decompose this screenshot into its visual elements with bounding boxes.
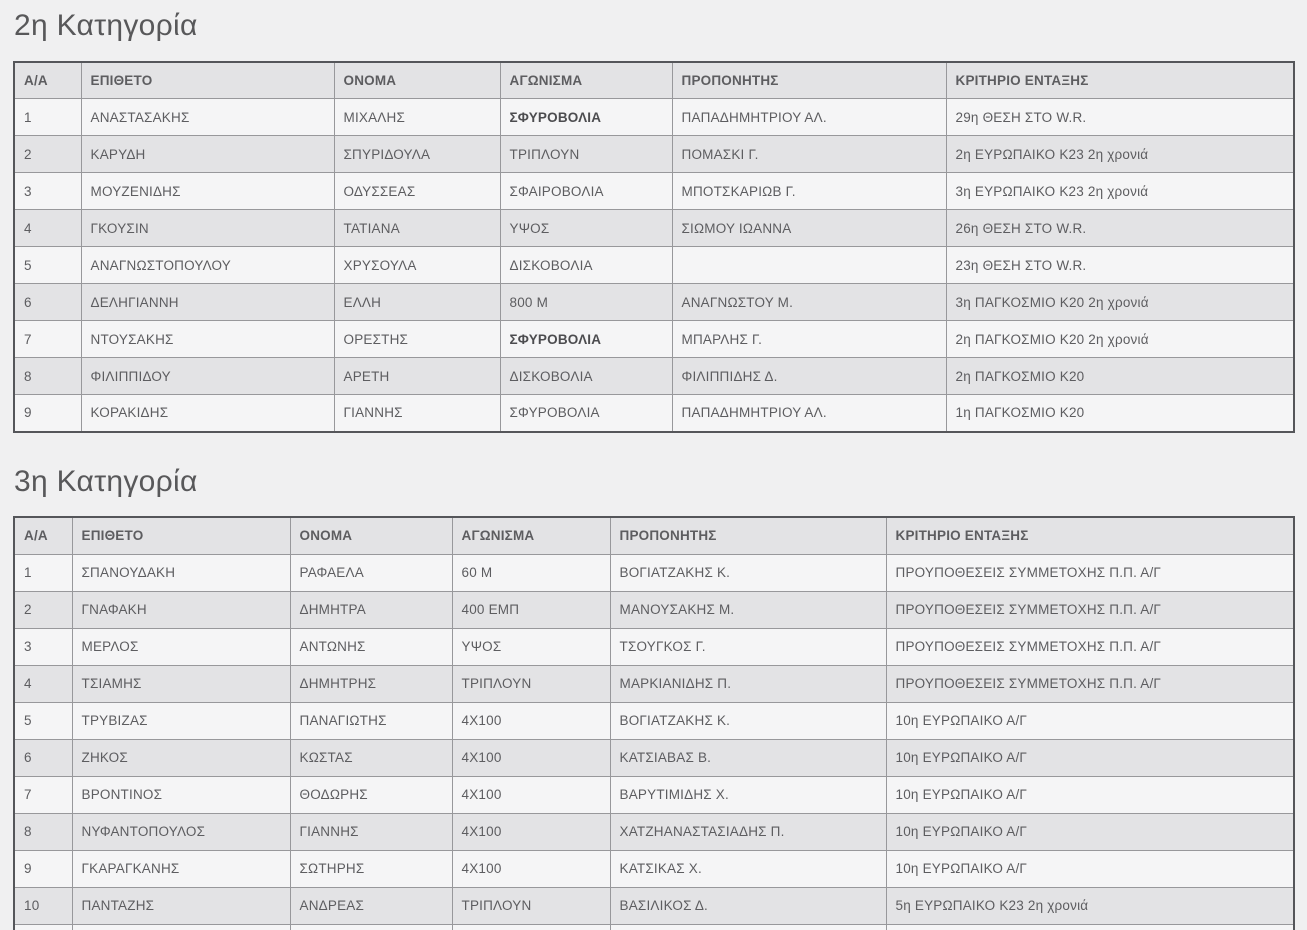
table-cell: ΔΕΛΗΓΙΑΝΝΗ <box>81 284 334 321</box>
table-cell: ΑΝΑΣΤΑΣΑΚΗΣ <box>81 99 334 136</box>
table-row <box>14 776 1294 813</box>
table-header <box>14 517 1294 554</box>
table-cell: ΚΑΤΣΙΚΑΣ Χ. <box>610 850 886 887</box>
table-cell: ΝΤΟΥΣΑΚΗΣ <box>81 321 334 358</box>
table-cell: 10η ΕΥΡΩΠΑΙΚΟ Α/Γ <box>886 739 1294 776</box>
table-cell: ΦΙΛΙΠΠΙΔΟΥ <box>81 358 334 395</box>
table-cell: 3 <box>14 173 81 210</box>
column-header: ΠΡΟΠΟΝΗΤΗΣ <box>672 62 946 99</box>
table-row <box>14 628 1294 665</box>
table-cell: ΤΑΤΙΑΝΑ <box>334 210 500 247</box>
table-cell: ΖΗΚΟΣ <box>72 739 290 776</box>
category-3-section <box>13 465 1294 930</box>
table-cell: ΤΡΙΠΛΟΥΝ <box>452 665 610 702</box>
table-cell: 1 <box>14 554 72 591</box>
table-cell: 6 <box>14 284 81 321</box>
table-cell: ΣΦΑΙΡΟΒΟΛΙΑ <box>500 173 672 210</box>
table-cell: ΚΩΣΤΑΣ <box>290 739 452 776</box>
table-cell: 4 <box>14 665 72 702</box>
table-cell: 4Χ100 <box>452 813 610 850</box>
table-cell: 2η ΕΥΡΩΠΑΙΚΟ Κ23 2η χρονιά <box>946 136 1294 173</box>
table-cell: ΣΠΥΡΙΔΟΥΛΑ <box>334 136 500 173</box>
table-cell: ΑΝΤΩΝΗΣ <box>290 628 452 665</box>
table-cell: 2 <box>14 136 81 173</box>
table-cell: ΣΩΤΗΡΗΣ <box>290 850 452 887</box>
table-cell: ΜΠΑΡΛΗΣ Γ. <box>672 321 946 358</box>
table-cell: 5η ΕΥΡΩΠΑΙΚΟ Κ23 2η χρονιά <box>886 887 1294 924</box>
table-cell: ΤΣΙΑΜΗΣ <box>72 665 290 702</box>
table-cell: ΚΑΡΥΔΗ <box>81 136 334 173</box>
table-cell: ΜΠΟΤΣΚΑΡΙΩΒ Γ. <box>672 173 946 210</box>
table-cell: 23η ΘΕΣΗ ΣΤΟ W.R. <box>946 247 1294 284</box>
table-cell: ΤΡΙΠΛΟΥΝ <box>500 136 672 173</box>
table-cell: 800 Μ <box>500 284 672 321</box>
table-row <box>14 887 1294 924</box>
clipped-next-row <box>14 924 1294 930</box>
table-row <box>14 99 1294 136</box>
table-cell: ΓΚΟΥΣΙΝ <box>81 210 334 247</box>
table-cell: ΓΙΑΝΝΗΣ <box>334 395 500 432</box>
header-row <box>14 517 1294 554</box>
athletes-table <box>13 516 1295 930</box>
table-row <box>14 739 1294 776</box>
table-row <box>14 813 1294 850</box>
table-cell: ΠΑΠΑΔΗΜΗΤΡΙΟΥ ΑΛ. <box>672 99 946 136</box>
table-cell: ΟΡΕΣΤΗΣ <box>334 321 500 358</box>
table-cell: ΠΡΟΥΠΟΘΕΣΕΙΣ ΣΥΜΜΕΤΟΧΗΣ Π.Π. Α/Γ <box>886 665 1294 702</box>
column-header: ΚΡΙΤΗΡΙΟ ΕΝΤΑΞΗΣ <box>946 62 1294 99</box>
header-row <box>14 62 1294 99</box>
table-cell: ΣΦΥΡΟΒΟΛΙΑ <box>500 321 672 358</box>
table-cell: ΠΡΟΥΠΟΘΕΣΕΙΣ ΣΥΜΜΕΤΟΧΗΣ Π.Π. Α/Γ <box>886 554 1294 591</box>
table-cell: 6 <box>14 739 72 776</box>
column-header: ΟΝΟΜΑ <box>334 62 500 99</box>
page-content <box>0 9 1307 930</box>
table-cell: 2η ΠΑΓΚΟΣΜΙΟ Κ20 <box>946 358 1294 395</box>
table-cell: ΔΗΜΗΤΡΑ <box>290 591 452 628</box>
table-row <box>14 554 1294 591</box>
table-cell: 10 <box>14 887 72 924</box>
table-cell: ΒΟΓΙΑΤΖΑΚΗΣ Κ. <box>610 702 886 739</box>
table-cell: 5 <box>14 247 81 284</box>
table-cell: 1η ΠΑΓΚΟΣΜΙΟ Κ20 <box>946 395 1294 432</box>
table-row <box>14 136 1294 173</box>
table-cell: ΓΝΑΦΑΚΗ <box>72 591 290 628</box>
table-cell: ΑΝΔΡΕΑΣ <box>290 887 452 924</box>
table-cell: 10η ΕΥΡΩΠΑΙΚΟ Α/Γ <box>886 776 1294 813</box>
table-cell: ΟΔΥΣΣΕΑΣ <box>334 173 500 210</box>
column-header: Α/Α <box>14 62 81 99</box>
table-cell: ΑΝΑΓΝΩΣΤΟΠΟΥΛΟΥ <box>81 247 334 284</box>
table-cell: ΒΟΓΙΑΤΖΑΚΗΣ Κ. <box>610 554 886 591</box>
table-cell: ΣΦΥΡΟΒΟΛΙΑ <box>500 395 672 432</box>
column-header: ΕΠΙΘΕΤΟ <box>72 517 290 554</box>
table-row <box>14 284 1294 321</box>
table-cell: 400 ΕΜΠ <box>452 591 610 628</box>
table-cell: ΜΙΧΑΛΗΣ <box>334 99 500 136</box>
table-cell: ΤΡΥΒΙΖΑΣ <box>72 702 290 739</box>
table-cell <box>672 247 946 284</box>
table-cell: 4Χ100 <box>452 702 610 739</box>
table-cell: 2η ΠΑΓΚΟΣΜΙΟ Κ20 2η χρονιά <box>946 321 1294 358</box>
table-row <box>14 665 1294 702</box>
table-cell: ΣΠΑΝΟΥΔΑΚΗ <box>72 554 290 591</box>
table-cell: 4Χ100 <box>452 776 610 813</box>
table-cell: ΣΙΩΜΟΥ ΙΩΑΝΝΑ <box>672 210 946 247</box>
table-cell: ΕΛΛΗ <box>334 284 500 321</box>
table-body <box>14 554 1294 924</box>
table-cell: 10η ΕΥΡΩΠΑΙΚΟ Α/Γ <box>886 850 1294 887</box>
column-header: ΟΝΟΜΑ <box>290 517 452 554</box>
table-cell: 10η ΕΥΡΩΠΑΙΚΟ Α/Γ <box>886 813 1294 850</box>
table-cell: 3η ΠΑΓΚΟΣΜΙΟ Κ20 2η χρονιά <box>946 284 1294 321</box>
table-row <box>14 247 1294 284</box>
table-cell: ΚΑΤΣΙΑΒΑΣ Β. <box>610 739 886 776</box>
column-header: ΕΠΙΘΕΤΟ <box>81 62 334 99</box>
table-cell: ΤΡΙΠΛΟΥΝ <box>452 887 610 924</box>
table-cell: ΒΡΟΝΤΙΝΟΣ <box>72 776 290 813</box>
table-cell: 10η ΕΥΡΩΠΑΙΚΟ Α/Γ <box>886 702 1294 739</box>
table-cell: ΓΚΑΡΑΓΚΑΝΗΣ <box>72 850 290 887</box>
table-cell: ΠΟΜΑΣΚΙ Γ. <box>672 136 946 173</box>
athletes-table <box>13 61 1295 433</box>
table-cell: ΥΨΟΣ <box>452 628 610 665</box>
table-cell: ΠΑΝΤΑΖΗΣ <box>72 887 290 924</box>
table-cell: 60 Μ <box>452 554 610 591</box>
table-cell: ΜΟΥΖΕΝΙΔΗΣ <box>81 173 334 210</box>
table-row <box>14 173 1294 210</box>
table-cell: 8 <box>14 358 81 395</box>
column-header: Α/Α <box>14 517 72 554</box>
table-cell: ΥΨΟΣ <box>500 210 672 247</box>
table-cell: 2 <box>14 591 72 628</box>
table-row-partial <box>14 924 1294 930</box>
table-cell: 3 <box>14 628 72 665</box>
table-cell: 26η ΘΕΣΗ ΣΤΟ W.R. <box>946 210 1294 247</box>
column-header: ΠΡΟΠΟΝΗΤΗΣ <box>610 517 886 554</box>
table-cell: ΡΑΦΑΕΛΑ <box>290 554 452 591</box>
table-cell: ΑΡΕΤΗ <box>334 358 500 395</box>
table-cell: ΚΟΡΑΚΙΔΗΣ <box>81 395 334 432</box>
table-cell: ΒΑΡΥΤΙΜΙΔΗΣ Χ. <box>610 776 886 813</box>
table-row <box>14 210 1294 247</box>
table-cell: ΦΙΛΙΠΠΙΔΗΣ Δ. <box>672 358 946 395</box>
table-cell: ΧΡΥΣΟΥΛΑ <box>334 247 500 284</box>
table-cell: ΔΙΣΚΟΒΟΛΙΑ <box>500 358 672 395</box>
table-row <box>14 321 1294 358</box>
table-row <box>14 591 1294 628</box>
section-title: 3η Κατηγορία <box>14 464 198 498</box>
table-cell: ΜΑΝΟΥΣΑΚΗΣ Μ. <box>610 591 886 628</box>
table-cell: ΠΑΠΑΔΗΜΗΤΡΙΟΥ ΑΛ. <box>672 395 946 432</box>
table-cell: 4Χ100 <box>452 850 610 887</box>
table-body <box>14 99 1294 432</box>
table-cell: 1 <box>14 99 81 136</box>
table-cell: ΤΣΟΥΓΚΟΣ Γ. <box>610 628 886 665</box>
table-row <box>14 850 1294 887</box>
table-cell: 4 <box>14 210 81 247</box>
table-cell: 7 <box>14 321 81 358</box>
table-cell: ΒΑΣΙΛΙΚΟΣ Δ. <box>610 887 886 924</box>
table-cell: 3η ΕΥΡΩΠΑΙΚΟ Κ23 2η χρονιά <box>946 173 1294 210</box>
table-cell: ΠΡΟΥΠΟΘΕΣΕΙΣ ΣΥΜΜΕΤΟΧΗΣ Π.Π. Α/Γ <box>886 591 1294 628</box>
column-header: ΚΡΙΤΗΡΙΟ ΕΝΤΑΞΗΣ <box>886 517 1294 554</box>
table-header <box>14 62 1294 99</box>
table-row <box>14 358 1294 395</box>
table-cell: ΑΝΑΓΝΩΣΤΟΥ Μ. <box>672 284 946 321</box>
table-cell: ΔΗΜΗΤΡΗΣ <box>290 665 452 702</box>
category-2-section <box>13 9 1294 433</box>
table-cell: 7 <box>14 776 72 813</box>
table-row <box>14 702 1294 739</box>
table-cell: ΓΙΑΝΝΗΣ <box>290 813 452 850</box>
table-cell: ΝΥΦΑΝΤΟΠΟΥΛΟΣ <box>72 813 290 850</box>
column-header: ΑΓΩΝΙΣΜΑ <box>500 62 672 99</box>
table-cell: ΜΑΡΚΙΑΝΙΔΗΣ Π. <box>610 665 886 702</box>
table-cell: 9 <box>14 850 72 887</box>
table-row <box>14 395 1294 432</box>
table-cell: 8 <box>14 813 72 850</box>
column-header: ΑΓΩΝΙΣΜΑ <box>452 517 610 554</box>
table-cell: ΣΦΥΡΟΒΟΛΙΑ <box>500 99 672 136</box>
table-cell: 29η ΘΕΣΗ ΣΤΟ W.R. <box>946 99 1294 136</box>
section-title: 2η Κατηγορία <box>14 9 198 42</box>
table-cell: ΠΡΟΥΠΟΘΕΣΕΙΣ ΣΥΜΜΕΤΟΧΗΣ Π.Π. Α/Γ <box>886 628 1294 665</box>
table-cell: 5 <box>14 702 72 739</box>
table-cell: 4Χ100 <box>452 739 610 776</box>
table-cell: ΘΟΔΩΡΗΣ <box>290 776 452 813</box>
table-cell: ΠΑΝΑΓΙΩΤΗΣ <box>290 702 452 739</box>
table-cell: ΜΕΡΛΟΣ <box>72 628 290 665</box>
table-cell: 9 <box>14 395 81 432</box>
table-cell: ΧΑΤΖΗΑΝΑΣΤΑΣΙΑΔΗΣ Π. <box>610 813 886 850</box>
table-cell: ΔΙΣΚΟΒΟΛΙΑ <box>500 247 672 284</box>
